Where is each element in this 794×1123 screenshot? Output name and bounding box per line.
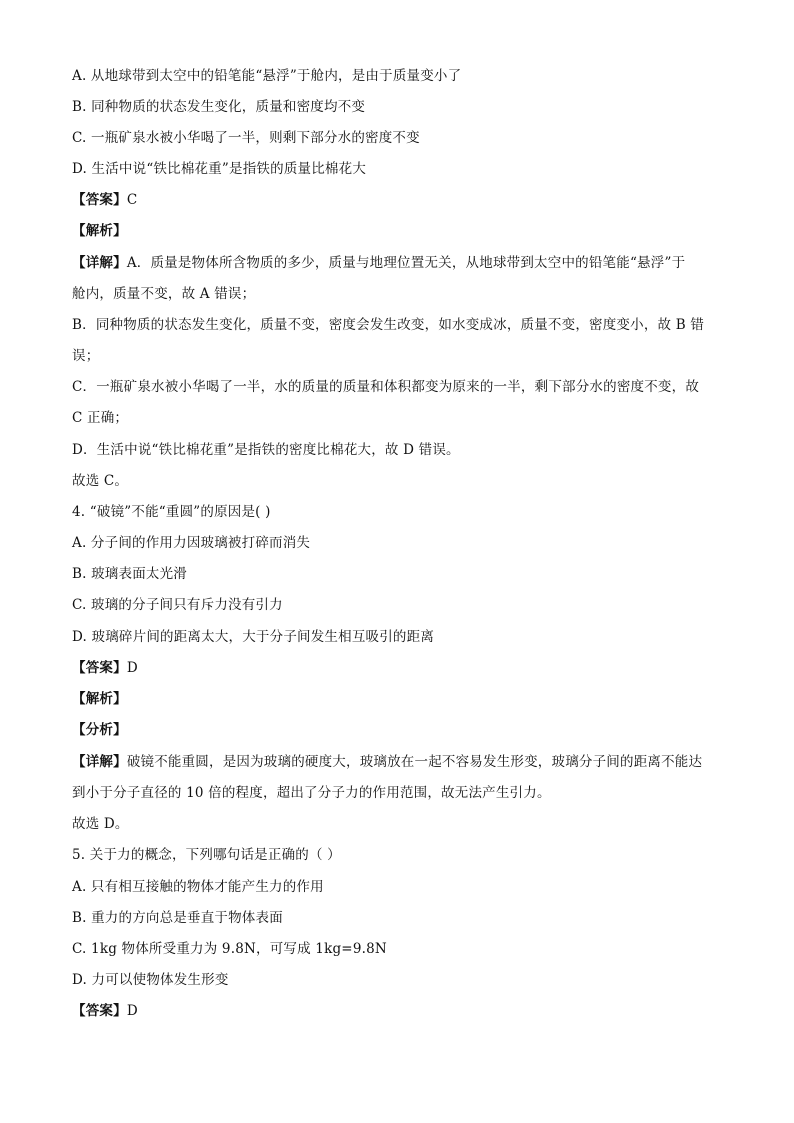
q5-option-d: D. 力可以使物体发生形变: [72, 972, 229, 988]
q4-answer-line: [72, 658, 722, 678]
q5-answer-line: [72, 1001, 722, 1021]
q5-option-a: A. 只有相互接触的物体才能产生力的作用: [72, 879, 324, 895]
detail-text: 破镜不能重圆，是因为玻璃的硬度大，玻璃放在一起不容易发生形变，玻璃分子间的距离不能达: [126, 754, 703, 770]
q3-detail-line-3: B．同种物质的状态发生变化，质量不变，密度会发生改变，如水变成冰，质量不变，密度变小，故 B 错: [72, 317, 705, 333]
q4-conclusion: 故选 D。: [72, 816, 129, 832]
q4-option-b: B. 玻璃表面太光滑: [72, 566, 188, 582]
q3-detail-line-1: [72, 253, 722, 273]
answer-tag: 【答案】: [72, 192, 127, 208]
answer-value: D: [126, 660, 138, 676]
detail-tag: 【详解】: [72, 754, 127, 770]
analysis-tag: 【解析】: [72, 691, 127, 707]
q4-stem: 4. “破镜”不能“重圆”的原因是( ): [72, 504, 271, 520]
q4-option-d: D. 玻璃碎片间的距离太大，大于分子间发生相互吸引的距离: [72, 629, 435, 645]
answer-tag: 【答案】: [72, 1003, 127, 1019]
q3-detail-line-4: 误；: [72, 348, 100, 364]
q4-option-a: A. 分子间的作用力因玻璃被打碎而消失: [72, 535, 311, 551]
q3-detail-line-2: 舱内，质量不变，故 A 错误；: [72, 286, 256, 302]
answer-tag: 【答案】: [72, 660, 127, 676]
q3-option-b: B. 同种物质的状态发生变化，质量和密度均不变: [72, 99, 366, 115]
q4-option-c: C. 玻璃的分子间只有斥力没有引力: [72, 597, 283, 613]
q3-answer-line: [72, 190, 722, 210]
q3-option-d: D. 生活中说“铁比棉花重”是指铁的质量比棉花大: [72, 161, 367, 177]
q5-option-c: C. 1kg 物体所受重力为 9.8N，可写成 1kg=9.8N: [72, 941, 387, 957]
q5-option-b: B. 重力的方向总是垂直于物体表面: [72, 910, 283, 926]
answer-value: C: [126, 192, 138, 208]
q3-option-a: A. 从地球带到太空中的铅笔能“悬浮”于舱内，是由于质量变小了: [72, 68, 462, 84]
fenxi-tag: 【分析】: [72, 722, 127, 738]
q4-fenxi-line: [72, 720, 722, 740]
q3-detail-line-6: C 正确；: [72, 410, 129, 426]
q3-option-c: C. 一瓶矿泉水被小华喝了一半，则剩下部分水的密度不变: [72, 130, 420, 146]
answer-value: D: [126, 1003, 138, 1019]
analysis-tag: 【解析】: [72, 223, 127, 239]
q4-analysis-line: [72, 689, 722, 709]
q3-analysis-line: [72, 221, 722, 241]
q3-conclusion: 故选 C。: [72, 473, 129, 489]
detail-tag: 【详解】: [72, 255, 127, 271]
detail-text: A．质量是物体所含物质的多少，质量与地理位置无关，从地球带到太空中的铅笔能“悬浮”于: [126, 255, 686, 271]
q3-detail-line-5: C．一瓶矿泉水被小华喝了一半，水的质量的质量和体积都变为原来的一半，剩下部分水的密度不变，故: [72, 379, 700, 395]
q4-detail-line-1: [72, 752, 722, 772]
q3-detail-line-7: D．生活中说“铁比棉花重”是指铁的密度比棉花大，故 D 错误。: [72, 442, 460, 458]
q4-detail-line-2: 到小于分子直径的 10 倍的程度，超出了分子力的作用范围，故无法产生引力。: [72, 785, 551, 801]
q5-stem: 5. 关于力的概念，下列哪句话是正确的（ ）: [72, 847, 341, 863]
